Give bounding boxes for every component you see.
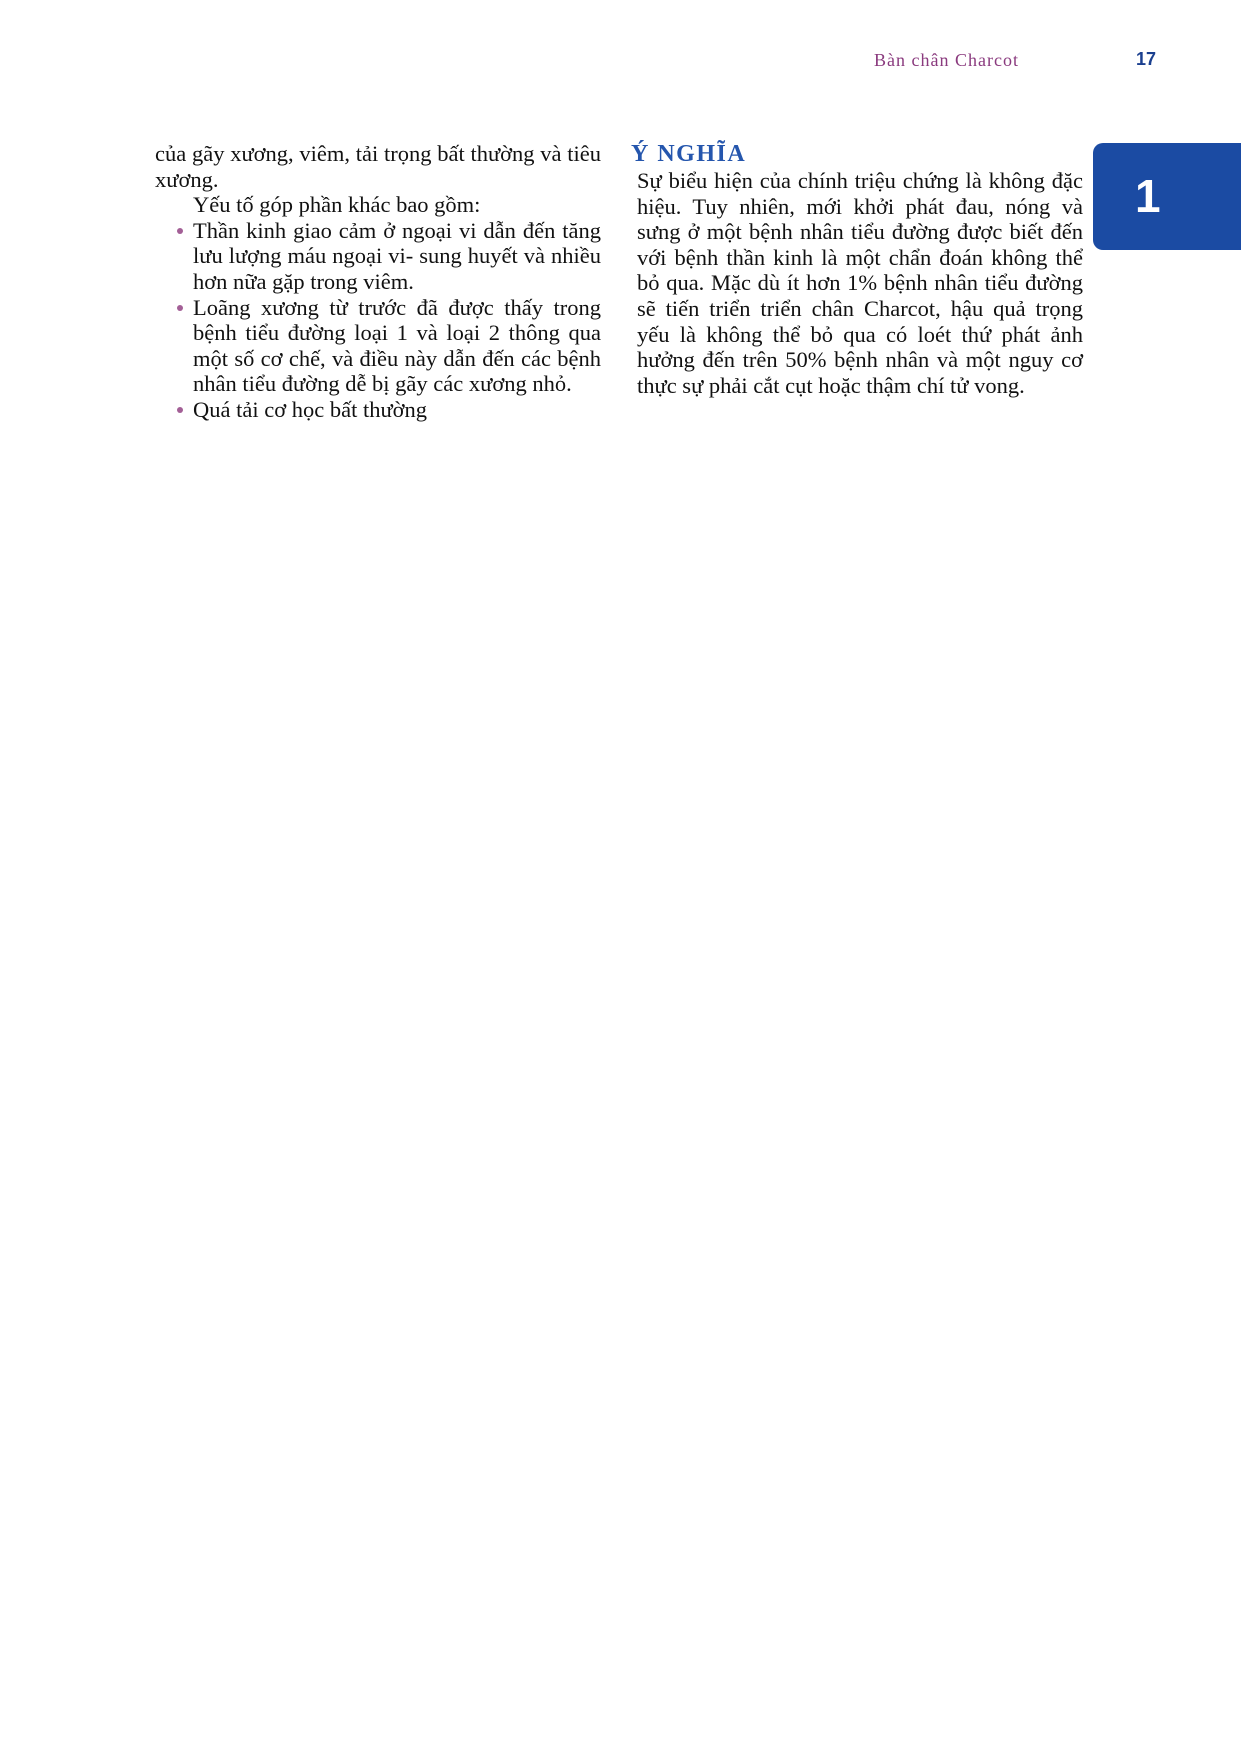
list-item-text: Thần kinh giao cảm ở ngoại vi dẫn đến tăng lưu lượng máu ngoại vi- sung huyết và nhiều hơn nữa gặp trong viêm. bbox=[193, 217, 601, 294]
bullet-icon bbox=[177, 407, 183, 413]
right-column bbox=[631, 141, 1083, 398]
section-body: Sự biểu hiện của chính triệu chứng là không đặc hiệu. Tuy nhiên, mới khởi phát đau, nóng và sưng ở một bệnh nhân tiểu đường được biết đến với bệnh thần kinh là một chẩn đoán không thể bỏ qua. Mặc dù ít hơn 1% bệnh nhân tiểu đường sẽ tiến triển triển chân Charcot, hậu quả trọng yếu là không thể bỏ qua có loét thứ phát ảnh hưởng đến trên 50% bệnh nhân và một nguy cơ thực sự phải cắt cụt hoặc thậm chí tử vong. bbox=[637, 168, 1083, 398]
contributing-factors-list bbox=[155, 218, 601, 423]
list-item bbox=[155, 218, 601, 295]
section-heading: Ý NGHĨA bbox=[631, 141, 747, 167]
list-item bbox=[155, 397, 601, 423]
chapter-tab: 1 bbox=[1093, 143, 1241, 250]
list-item bbox=[155, 295, 601, 397]
page-number: 17 bbox=[1136, 49, 1157, 69]
running-head-title: Bàn chân Charcot bbox=[874, 50, 1019, 70]
continuation-paragraph: của gãy xương, viêm, tải trọng bất thường và tiêu xương. bbox=[155, 141, 601, 192]
list-item-text: Quá tải cơ học bất thường bbox=[193, 396, 428, 422]
contributing-factors-intro: Yếu tố góp phần khác bao gồm: bbox=[193, 192, 481, 218]
left-column bbox=[155, 141, 601, 423]
list-item-text: Loãng xương từ trước đã được thấy trong bệnh tiểu đường loại 1 và loại 2 thông qua một số cơ chế, và điều này dẫn đến các bệnh nhân tiểu đường dễ bị gãy các xương nhỏ. bbox=[193, 294, 601, 397]
bullet-icon bbox=[177, 228, 183, 234]
bullet-icon bbox=[177, 305, 183, 311]
